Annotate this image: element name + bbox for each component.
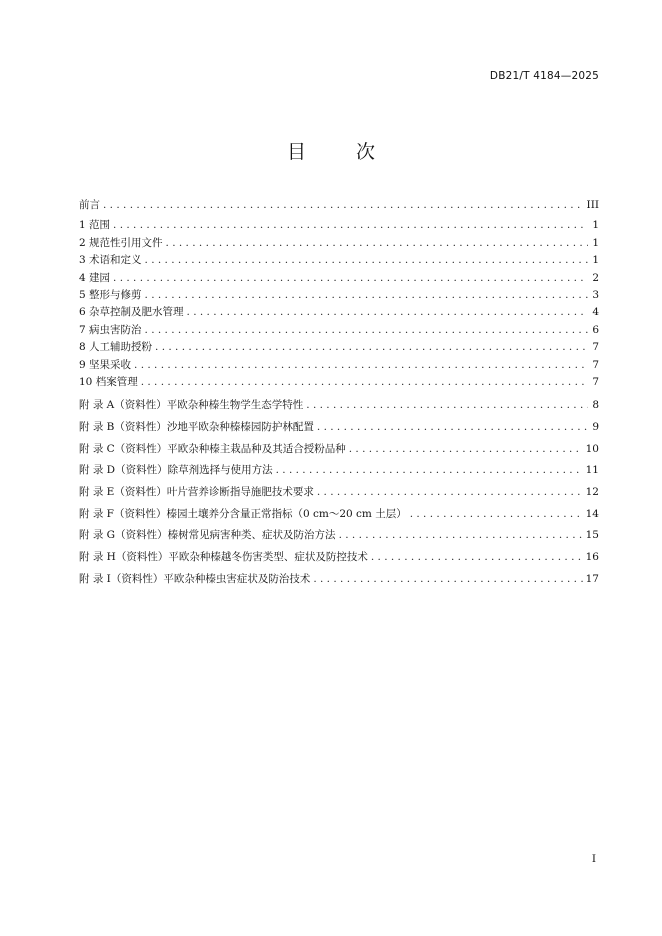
toc-entry-page: 6 <box>592 323 599 336</box>
toc-dot-leader <box>339 525 583 547</box>
toc-entry-label: 1 范围 <box>79 219 111 232</box>
toc-entry-label: 附 录 G（资料性）榛树常见病害种类、症状及防治方法 <box>79 529 336 542</box>
toc-entry-label: 附 录 I（资料性）平欧杂种榛虫害症状及防治技术 <box>79 572 311 585</box>
toc-dot-leader <box>306 395 588 417</box>
table-of-contents <box>79 197 599 590</box>
toc-dot-leader <box>145 287 588 304</box>
toc-entry-page: 1 <box>592 236 599 249</box>
toc-entry-label: 10 档案管理 <box>79 375 138 388</box>
toc-entry[interactable] <box>79 357 599 374</box>
toc-dot-leader <box>371 547 583 569</box>
toc-dot-leader <box>113 217 588 234</box>
toc-dot-leader <box>134 357 588 374</box>
toc-appendix-entry[interactable] <box>79 417 599 439</box>
toc-dot-leader <box>141 374 588 391</box>
toc-entry-label: 附 录 H（资料性）平欧杂种榛越冬伤害类型、症状及防控技术 <box>79 551 368 564</box>
toc-entry-page: 8 <box>592 399 599 412</box>
toc-entry-label: 附 录 D（资料性）除草剂选择与使用方法 <box>79 464 273 477</box>
toc-dot-leader <box>276 460 583 482</box>
toc-entry[interactable] <box>79 235 599 252</box>
toc-appendix-entry[interactable] <box>79 504 599 526</box>
toc-entry-page: 9 <box>592 420 599 433</box>
toc-entry[interactable] <box>79 197 599 214</box>
toc-entry-label: 7 病虫害防治 <box>79 323 142 336</box>
toc-dot-leader <box>113 270 588 287</box>
toc-dot-leader <box>145 322 588 339</box>
toc-dot-leader <box>103 197 584 214</box>
page-number: I <box>591 853 596 865</box>
page-title: 目 次 <box>286 141 398 163</box>
toc-entry-label: 9 坚果采收 <box>79 358 132 371</box>
toc-appendix-entry[interactable] <box>79 525 599 547</box>
toc-entry[interactable] <box>79 374 599 391</box>
toc-entry-page: 11 <box>585 464 599 477</box>
toc-entry-page: 15 <box>585 529 599 542</box>
toc-dot-leader <box>313 569 582 591</box>
toc-entry-label: 3 术语和定义 <box>79 254 142 267</box>
toc-appendix-entry[interactable] <box>79 547 599 569</box>
toc-entry-page: 17 <box>585 572 599 585</box>
toc-entry-label: 6 杂草控制及肥水管理 <box>79 306 184 319</box>
toc-entry[interactable] <box>79 287 599 304</box>
toc-appendix-entry[interactable] <box>79 482 599 504</box>
toc-entry[interactable] <box>79 322 599 339</box>
toc-entry-label: 附 录 E（资料性）叶片营养诊断指导施肥技术要求 <box>79 486 314 499</box>
toc-appendix-entry[interactable] <box>79 395 599 417</box>
toc-entry-page: 14 <box>585 507 599 520</box>
toc-dot-leader <box>349 439 583 461</box>
toc-appendix-entry[interactable] <box>79 439 599 461</box>
toc-dot-leader <box>187 304 588 321</box>
toc-entry-page: 1 <box>592 254 599 267</box>
toc-entry[interactable] <box>79 304 599 321</box>
toc-appendix-entry[interactable] <box>79 569 599 591</box>
toc-dot-leader <box>410 504 583 526</box>
toc-entry-label: 附 录 B（资料性）沙地平欧杂种榛榛园防护林配置 <box>79 420 314 433</box>
toc-entry-label: 5 整形与修剪 <box>79 288 142 301</box>
toc-entry-label: 附 录 A（资料性）平欧杂种榛生物学生态学特性 <box>79 399 304 412</box>
toc-dot-leader <box>317 482 583 504</box>
toc-dot-leader <box>317 417 588 439</box>
toc-entry-page: 10 <box>585 442 599 455</box>
toc-entry-label: 前言 <box>79 199 100 211</box>
toc-entry-page: 4 <box>592 306 599 319</box>
toc-entry-page: 12 <box>585 486 599 499</box>
toc-entry[interactable] <box>79 270 599 287</box>
toc-entry-page: 7 <box>592 341 599 354</box>
toc-entry-label: 附 录 C（资料性）平欧杂种榛主栽品种及其适合授粉品种 <box>79 442 346 455</box>
toc-entry-page: 7 <box>592 358 599 371</box>
toc-entry-page: 1 <box>592 219 599 232</box>
toc-dot-leader <box>166 235 588 252</box>
toc-entry-label: 2 规范性引用文件 <box>79 236 163 249</box>
toc-entry[interactable] <box>79 339 599 356</box>
toc-entry-page: 7 <box>592 375 599 388</box>
document-code: DB21/T 4184—2025 <box>489 70 599 82</box>
toc-entry-page: 3 <box>592 288 599 301</box>
toc-entry-label: 8 人工辅助授粉 <box>79 341 153 354</box>
toc-entry-label: 4 建园 <box>79 271 111 284</box>
toc-appendix-entry[interactable] <box>79 460 599 482</box>
toc-entry-label: 附 录 F（资料性）榛园土壤养分含量正常指标（0 cm～20 cm 土层） <box>79 507 407 520</box>
toc-entry[interactable] <box>79 252 599 269</box>
toc-dot-leader <box>155 339 588 356</box>
toc-entry-page: 2 <box>592 271 599 284</box>
toc-entry-page: 16 <box>585 551 599 564</box>
toc-dot-leader <box>145 252 588 269</box>
toc-entry-page: III <box>586 199 599 211</box>
toc-entry[interactable] <box>79 217 599 234</box>
